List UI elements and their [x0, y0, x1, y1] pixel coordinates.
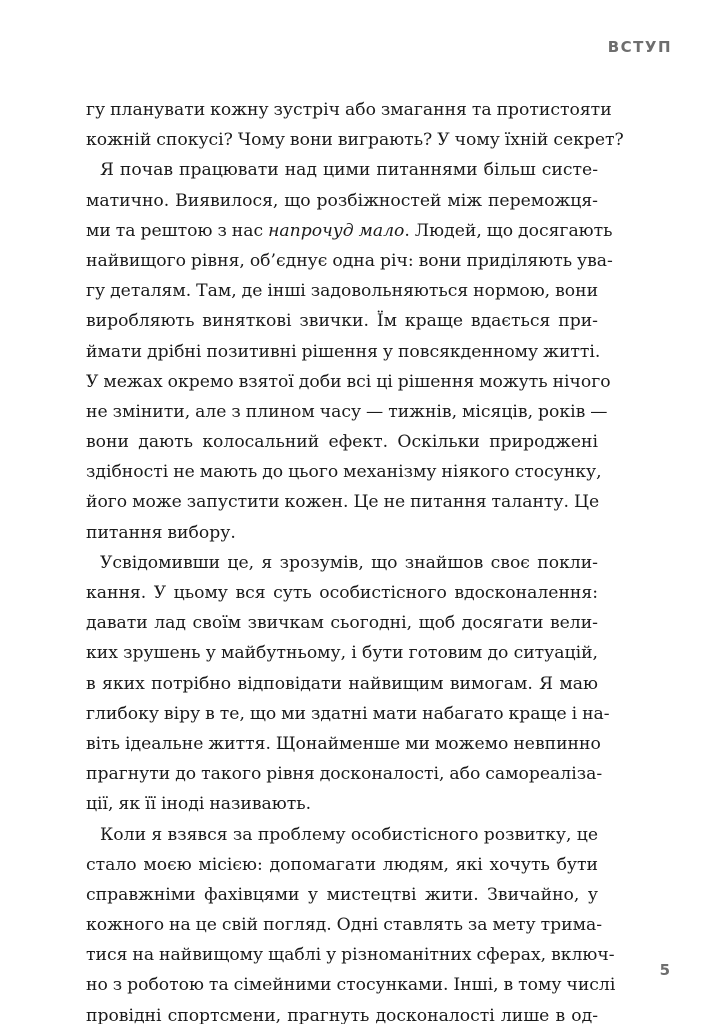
text-line: виробляють виняткові звички. Їм краще вдається при- [86, 311, 598, 332]
text-line: віть ідеальне життя. Щонайменше ми можемо невпинно [86, 733, 601, 754]
text-line: кання. У цьому вся суть особистісного вдосконалення: [86, 583, 598, 603]
text-line: справжніми фахівцями у мистецтві жити. Звичайно, у [86, 884, 598, 905]
page-number: 5 [659, 961, 670, 979]
text-line: Усвідомивши це, я зрозумів, що знайшов своє покли- [100, 552, 598, 573]
text-line: здібності не мають до цього механізму ніякого стосунку, [86, 462, 602, 483]
text-line: гу деталям. Там, де інші задовольняються нормою, вони [86, 281, 599, 302]
text-line: ких зрушень у майбутньому, і бути готовим до ситуацій, [86, 643, 598, 664]
text-line-segment: ми та рештою з нас [86, 220, 269, 241]
text-line: кожного на це свій погляд. Одні ставлять за мету трима- [86, 915, 603, 936]
text-line: Коли я взявся за проблему особистісного розвитку, це [100, 824, 598, 845]
text-line: вони дають колосальний ефект. Оскільки природжені [86, 432, 598, 453]
text-line: його може запустити кожен. Це не питання таланту. Це [86, 492, 600, 513]
running-head: ВСТУП [607, 38, 672, 56]
text-line: гу планувати кожну зустріч або змагання та протистояти [86, 100, 612, 120]
text-line: провідні спортсмени, прагнуть досконалості лише в од- [86, 1005, 598, 1024]
text-line: давати лад своїм звичкам сьогодні, щоб досягати вели- [86, 613, 598, 634]
text-line: глибоку віру в те, що ми здатні мати набагато краще і на- [86, 703, 610, 724]
body-text [86, 95, 624, 1024]
text-line: У межах окремо взятої доби всі ці рішення можуть нічого [86, 371, 611, 392]
text-line: не змінити, але з плином часу — тижнів, місяців, років — [86, 401, 608, 422]
text-line-segment: . Людей, що досягають [404, 220, 613, 241]
text-line: стало моєю місією: допомагати людям, які хочуть бути [86, 854, 598, 875]
text-line: ції, як її іноді називають. [86, 794, 312, 815]
text-line: матично. Виявилося, що розбіжностей між переможця- [86, 190, 598, 211]
text-line: в яких потрібно відповідати найвищим вимогам. Я маю [86, 673, 598, 694]
text-line: Я почав працювати над цими питаннями більш систе- [100, 160, 598, 181]
text-line: кожній спокусі? Чому вони виграють? У чому їхній секрет? [86, 130, 624, 151]
text-line: тися на найвищому щаблі у різноманітних сферах, включ- [86, 945, 615, 966]
text-line: ймати дрібні позитивні рішення у повсякденному житті. [86, 341, 601, 362]
text-line: прагнути до такого рівня досконалості, або самореаліза- [86, 764, 603, 785]
emphasis-text: напрочуд мало [268, 220, 405, 241]
text-line: найвищого рівня, об’єднує одна річ: вони приділяють ува- [86, 250, 613, 271]
text-line: но з роботою та сімейними стосунками. Інші, в тому числі [86, 975, 616, 996]
text-line [86, 216, 613, 246]
text-line: питання вибору. [86, 522, 236, 543]
